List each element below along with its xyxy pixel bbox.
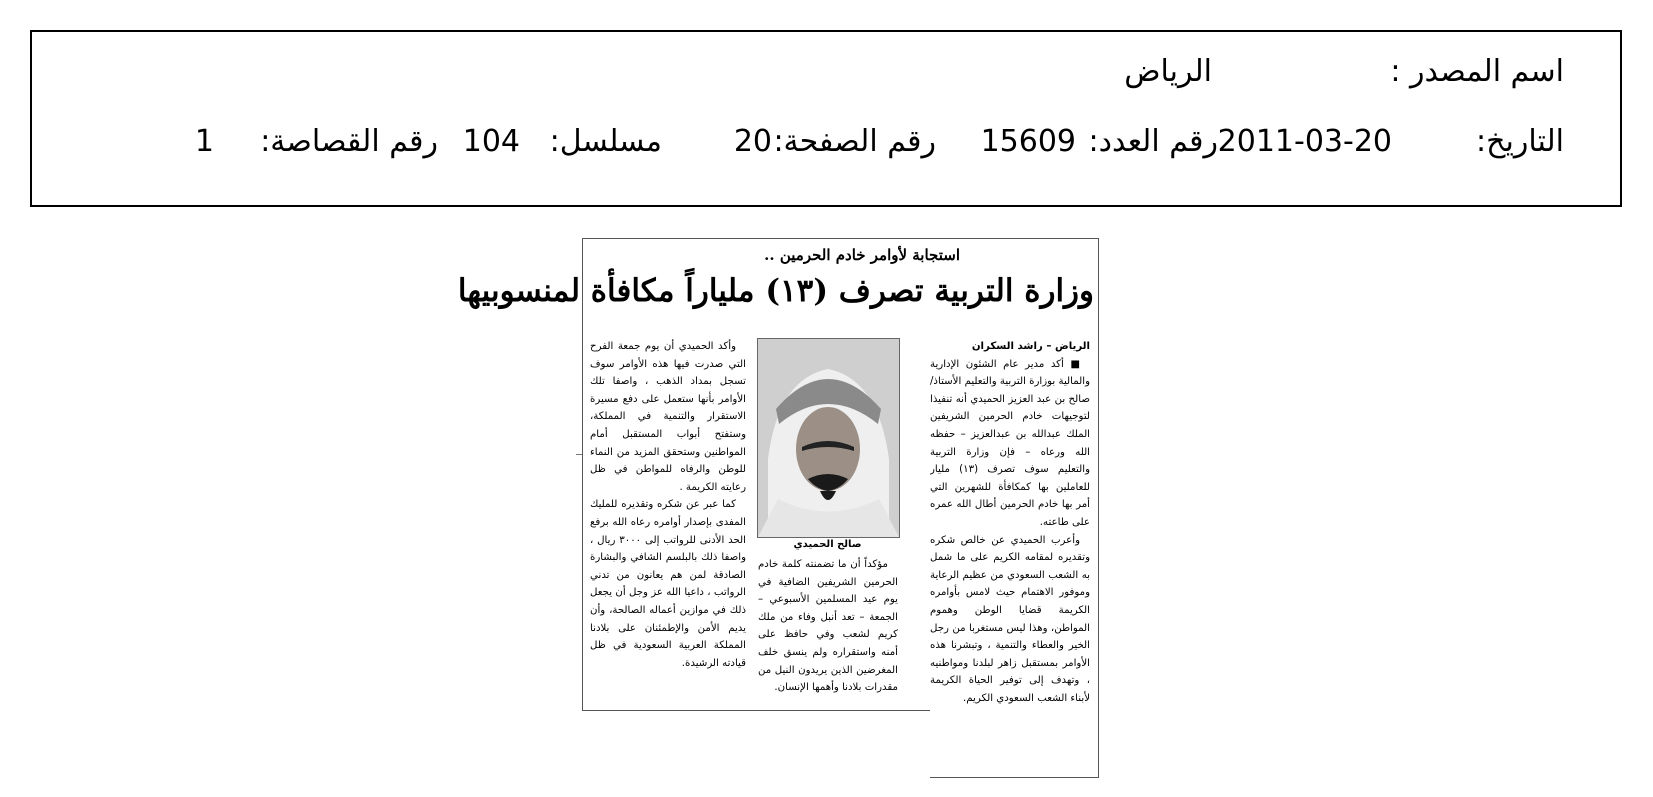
article-kicker: استجابة لأوامر خادم الحرمين .. (764, 246, 960, 264)
serial-value: 104 (462, 124, 520, 159)
crop-mark (576, 454, 582, 455)
column-middle (758, 556, 898, 706)
photo-caption: صالح الحميدي (793, 539, 862, 550)
article-byline: الرياض – راشد السكران (971, 341, 1090, 352)
portrait-photo (757, 338, 900, 538)
paragraph: وأعرب الحميدي عن خالص شكره وتقديره لمقامه الكريم على ما شمل به الشعب السعودي من عظيم الرعاية وموفور الاهتمام حيث لامس بأوامره الكريمة قضايا الوطن وهموم المواطن، وهذا ليس مستغربا من رجل الخير والعطاء والتنمية ، وتبشرنا هذه الأوامر بمستقبل زاهر لبلدنا ومواطنيه ، وتهدف إلى توفير الحياة الكريمة لأبناء الشعب السعودي الكريم. (930, 534, 1090, 704)
clip-bottom-left-border (582, 710, 930, 711)
clip-bottom-right-border (930, 777, 1099, 778)
clipping-metadata-box (30, 30, 1622, 207)
source-label: اسم المصدر : (1390, 54, 1564, 89)
paragraph: كما عبر عن شكره وتقديره للمليك المفدى بإصدار أوامره رعاه الله برفع الحد الأدنى للرواتب إلى ٣٠٠٠ ريال ، واصفا ذلك بالبلسم الشافي والبشارة الصادقة لمن هم يعانون من تدني الرواتب ، داعيا الله عز وجل أن يجعل ذلك في موازين أعماله الصالحة، وأن يديم الأمن والإطمئنان على بلادنا المملكة العربية السعودية في ظل قيادته الرشيدة. (590, 499, 746, 669)
date-value: 2011-03-20 (1217, 124, 1392, 159)
clip-top-border (582, 238, 1098, 239)
date-label: التاريخ: (1476, 124, 1564, 159)
serial-label: مسلسل: (549, 124, 662, 159)
paragraph: مؤكداً أن ما تضمنته كلمة خادم الحرمين الشريفين الضافية في يوم عيد المسلمين الأسبوعي – الجمعة – تعد أنبل وفاء من ملك كريم لشعب وفي حافظ على أمنه واستقراره ولم ينسق خلف المغرضين الذين يريدون النيل من مقدرات بلادنا وأهمها الإنسان. (758, 559, 898, 694)
clip-number-value: 1 (194, 124, 214, 159)
issue-label: رقم العدد: (1088, 124, 1218, 159)
issue-value: 15609 (980, 124, 1076, 159)
page-label: رقم الصفحة: (773, 124, 936, 159)
paragraph: وأكد الحميدي أن يوم جمعة الفرح التي صدرت فيها هذه الأوامر سوف تسجل بمداد الذهب ، واصفا تلك الأوامر بأنها ستعمل على دفع مسيرة الاستقرار والتنمية في المملكة، وستفتح أبواب المستقبل أمام المواطنين وستحقق المزيد من النماء للوطن والرفاه للمواطن في ظل رعايته الكريمة . (590, 341, 746, 493)
paragraph: ■ أكد مدير عام الشئون الإدارية والمالية بوزارة التربية والتعليم الأستاذ/ صالح بن عبد العزيز الحميدي أنه تنفيذا لتوجيهات خادم الحرمين الشريفين الملك عبدالله بن عبدالعزيز – حفظه الله ورعاه – فإن وزارة التربية والتعليم سوف تصرف (١٣) مليار للعاملين بها كمكافأة للشهرين التي أمر بها خادم الحرمين أطال الله عمره على طاعته. (930, 358, 1090, 528)
portrait-illustration (758, 339, 899, 537)
column-right (930, 338, 1090, 774)
clip-number-label: رقم القصاصة: (260, 124, 438, 159)
page-value: 20 (733, 124, 772, 159)
source-value: الرياض (1124, 54, 1212, 89)
newspaper-clipping (457, 238, 1100, 778)
article-headline: وزارة التربية تصرف (١٣) ملياراً مكافأة لمنسوبيها (457, 273, 1094, 309)
column-left (590, 338, 746, 708)
clip-right-border (1098, 238, 1099, 778)
